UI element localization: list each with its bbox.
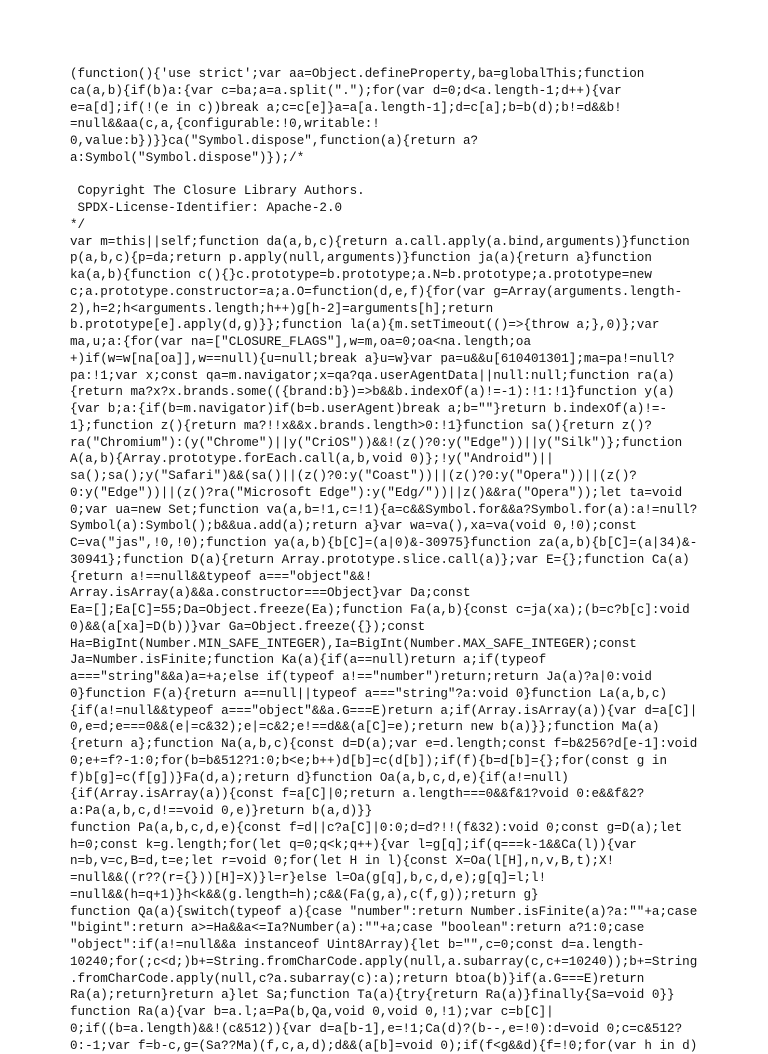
- code-line: SPDX-License-Identifier: Apache-2.0: [70, 201, 343, 215]
- code-line: Ra(a);return}return a}let Sa;function Ta(a){try{return Ra(a)}finally{Sa=void 0}}: [70, 988, 675, 1003]
- code-line: */: [70, 217, 86, 232]
- code-line: 0:y("Edge"))||(z()?ra("Microsoft Edge"):y("Edg/"))||z()&&ra("Opera"));let ta=void: [70, 485, 683, 500]
- code-line: {return a!==null&&typeof a==="object"&&!: [70, 569, 373, 584]
- code-line: ka(a,b){function c(){}c.prototype=b.prototype;a.N=b.prototype;a.prototype=new: [70, 268, 652, 282]
- code-line: function Pa(a,b,c,d,e){const f=d||c?a[C]|0:0;d=d?!!(f&32):void 0;const g=D(a);let: [70, 820, 683, 835]
- code-line: function Qa(a){switch(typeof a){case "number":return Number.isFinite(a)?a:""+a;case: [70, 904, 698, 919]
- code-line: 0}function F(a){return a==null||typeof a==="string"?a:void 0}function La(a,b,c): [70, 686, 668, 701]
- code-line: n=b,v=c,B=d,t=e;let r=void 0;for(let H in l){const X=Oa(l[H],n,v,B,t);X!: [70, 854, 615, 869]
- code-line: h=0;const k=g.length;for(let q=0;q<k;q++){var l=g[q];if(q===k-1&&Ca(l)){var: [70, 837, 637, 852]
- code-line: 30941};function D(a){return Array.prototype.slice.call(a)};var E={};function Ca(a): [70, 552, 690, 567]
- code-line: a:Symbol("Symbol.dispose")});/*: [70, 150, 305, 165]
- code-line: f)b[g]=c(f[g])}Fa(d,a);return d}function Oa(a,b,c,d,e){if(a!=null): [70, 770, 569, 785]
- code-line: 0;var ua=new Set;function va(a,b=!1,c=!1){a=c&&Symbol.for&&a?Symbol.for(a):a!=null?: [70, 502, 698, 517]
- code-line: e=a[d];if(!(e in c))break a;c=c[e]}a=a[a.length-1];d=c[a];b=b(d);b!=d&&b!: [70, 100, 622, 115]
- code-line: Ea=[];Ea[C]=55;Da=Object.freeze(Ea);function Fa(a,b){const c=ja(xa);(b=c?b[c]:void: [70, 603, 690, 617]
- code-line: Ha=BigInt(Number.MIN_SAFE_INTEGER),Ia=BigInt(Number.MAX_SAFE_INTEGER);const: [70, 636, 637, 651]
- code-line: "bigint":return a>=Ha&&a<=Ia?Number(a):""+a;case "boolean":return a?1:0;case: [70, 921, 645, 936]
- code-line: ca(a,b){if(b)a:{var c=ba;a=a.split(".");for(var d=0;d<a.length-1;d++){var: [70, 83, 622, 98]
- code-line: 1};function z(){return ma?!!x&&x.brands.length>0:!1}function sa(){return z()?: [70, 418, 652, 433]
- code-line: p(a,b,c){p=da;return p.apply(null,arguments)}function ja(a){return a}function: [70, 251, 652, 266]
- code-line: c;a.prototype.constructor=a;a.O=function(d,e,f){for(var g=Array(arguments.length-: [70, 284, 683, 299]
- code-line: {return a};function Na(a,b,c){const d=D(a);var e=d.length;const f=b&256?d[e-1]:void: [70, 737, 698, 751]
- code-line: {if(Array.isArray(a)){const f=a[C]|0;return a.length===0&&f&1?void 0:e&&f&2?: [70, 787, 645, 802]
- code-line: 10240;for(;c<d;)b+=String.fromCharCode.apply(null,a.subarray(c,c+=10240));b+=String: [70, 954, 698, 969]
- code-line: {var b;a:{if(b=m.navigator)if(b=b.userAgent)break a;b=""}return b.indexOf(a)!=-: [70, 402, 668, 416]
- code-line: (function(){'use strict';var aa=Object.defineProperty,ba=globalThis;function: [70, 67, 645, 81]
- code-line: =null&&(h=q+1)}h<k&&(g.length=h);c&&(Fa(g,a),c(f,g));return g}: [70, 887, 539, 902]
- code-line: {return ma?x?x.brands.some(({brand:b})=>b&&b.indexOf(a)!=-1):!1:!1}function y(a): [70, 385, 675, 400]
- code-line: 0)&&(a[xa]=D(b))}var Ga=Object.freeze({});const: [70, 619, 426, 634]
- code-line: 0,value:b})}}ca("Symbol.dispose",function(a){return a?: [70, 134, 479, 148]
- code-line: 0;e+=f?-1:0;for(b=b&512?1:0;b<e;b++)d[b]=c(d[b]);if(f){b=d[b]={};for(const g in: [70, 753, 668, 768]
- code-line: Array.isArray(a)&&a.constructor===Object}var Da;const: [70, 586, 471, 601]
- code-line: C=va("jas",!0,!0);function ya(a,b){b[C]=(a|0)&-30975}function za(a,b){b[C]=(a|34)&-: [70, 536, 698, 550]
- code-line: .fromCharCode.apply(null,c?a.subarray(c):a);return btoa(b)}if(a.G===E)return: [70, 971, 645, 986]
- code-line: Ja=Number.isFinite;function Ka(a){if(a==null)return a;if(typeof: [70, 653, 547, 668]
- code-line: Symbol(a):Symbol();b&&ua.add(a);return a}var wa=va(),xa=va(void 0,!0);const: [70, 519, 637, 534]
- code-line: ma,u;a:{for(var na=["CLOSURE_FLAGS"],w=m,oa=0;oa<na.length;oa: [70, 335, 532, 349]
- code-line: A(a,b){Array.prototype.forEach.call(a,b,void 0)};!y("Android")||: [70, 452, 554, 467]
- code-line: pa:!1;var x;const qa=m.navigator;x=qa?qa.userAgentData||null:null;function ra(a): [70, 368, 675, 383]
- code-line: +)if(w=w[na[oa]],w==null){u=null;break a}u=w}var pa=u&&u[610401301];ma=pa!=null?: [70, 351, 675, 366]
- code-line: a==="string"&&a)a=+a;else if(typeof a!=="number")return;return Ja(a)?a|0:void: [70, 670, 652, 684]
- code-line: {if(a!=null&&typeof a==="object"&&a.G===E)return a;if(Array.isArray(a)){var d=a[C]|: [70, 703, 698, 718]
- code-line: b.prototype[e].apply(d,g)}};function la(a){m.setTimeout(()=>{throw a;},0)};var: [70, 318, 660, 333]
- code-line: 2),h=2;h<arguments.length;h++)g[h-2]=arguments[h];return: [70, 301, 494, 316]
- code-line: function Ra(a){var b=a.l;a=Pa(b,Qa,void 0,void 0,!1);var c=b[C]|: [70, 1005, 554, 1019]
- code-line: a:Pa(a,b,c,d!==void 0,e)}return b(a,d)}}: [70, 804, 373, 818]
- code-line: =null&&aa(c,a,{configurable:!0,writable:!: [70, 117, 380, 132]
- code-line: ra("Chromium"):(y("Chrome")||y("CriOS"))&&!(z()?0:y("Edge"))||y("Silk")};function: [70, 435, 683, 450]
- code-line: Copyright The Closure Library Authors.: [70, 184, 365, 199]
- code-line: 0;if((b=a.length)&&!(c&512)){var d=a[b-1],e=!1;Ca(d)?(b--,e=!0):d=void 0;c=c&512?: [70, 1021, 683, 1036]
- code-line: 0,e=d;e===0&&(e|=c&32);e|=c&2;e!==d&&(a[C]=e);return new b(a)}};function Ma(a): [70, 720, 660, 735]
- code-line: var m=this||self;function da(a,b,c){return a.call.apply(a.bind,arguments)}function: [70, 234, 690, 249]
- code-line: 0:-1;var f=b-c,g=(Sa??Ma)(f,c,a,d);d&&(a[b]=void 0);if(f<g&&d){f=!0;for(var h in d): [70, 1038, 698, 1053]
- code-line: =null&&((r??(r={}))[H]=X)}l=r}else l=Oa(g[q],b,c,d,e);g[q]=l;l!: [70, 871, 547, 885]
- code-line: sa();sa();y("Safari")&&(sa()||(z()?0:y("Coast"))||(z()?0:y("Opera"))||(z()?: [70, 469, 637, 483]
- code-line: "object":if(a!=null&&a instanceof Uint8Array){let b="",c=0;const d=a.length-: [70, 938, 645, 952]
